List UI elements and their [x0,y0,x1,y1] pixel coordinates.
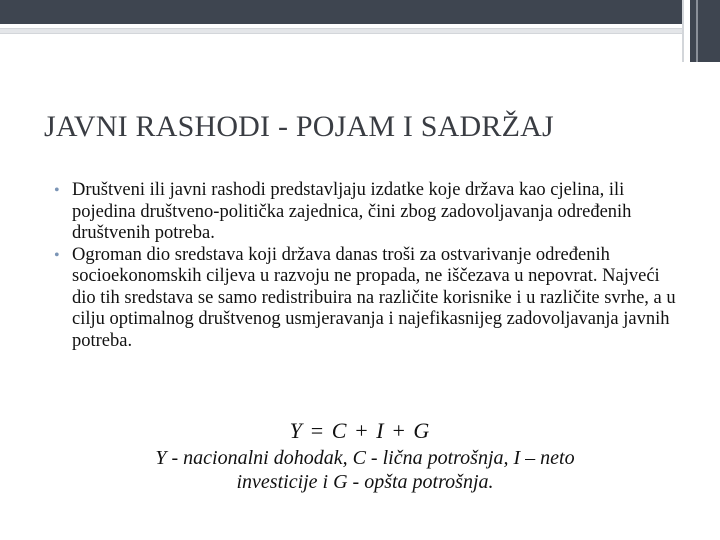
formula-description-line: investicije i G - opšta potrošnja. [236,471,494,493]
bullet-list [50,180,680,352]
top-stripe [0,28,720,34]
formula-description-line: Y - nacionalni dohodak, C - lična potrošnja, I – neto [155,447,575,469]
bullet-dot-icon: • [54,246,60,264]
bullet-dot-icon: • [54,182,60,199]
top-band [0,0,720,24]
bullet-item [50,180,680,245]
bullet-text: Ogroman dio sredstava koji država danas troši za ostvarivanje određenih socioekonomskih ciljeva u razvoju ne propada, ne iščezava u nepovrat. Najveći dio tih sredstava se samo redistribuira na različite korisnike i u različite svrhe, a u cilju optimalnog društvenog usmjeravanja i najefikasnijeg zadovoljavanja javnih potreba. [72,244,676,351]
formula: Y = C + I + G [289,418,431,443]
formula-description [0,446,720,494]
slide-title: JAVNI RASHODI - POJAM I SADRŽAJ [44,110,554,143]
bullet-item [50,245,680,353]
bullet-text: Društveni ili javni rashodi predstavljaju izdatke koje država kao cjelina, ili pojedina društveno-politička zajednica, čini zbog zadovoljavanja određenih društvenih potreba. [72,180,632,243]
corner-decoration [690,0,720,62]
